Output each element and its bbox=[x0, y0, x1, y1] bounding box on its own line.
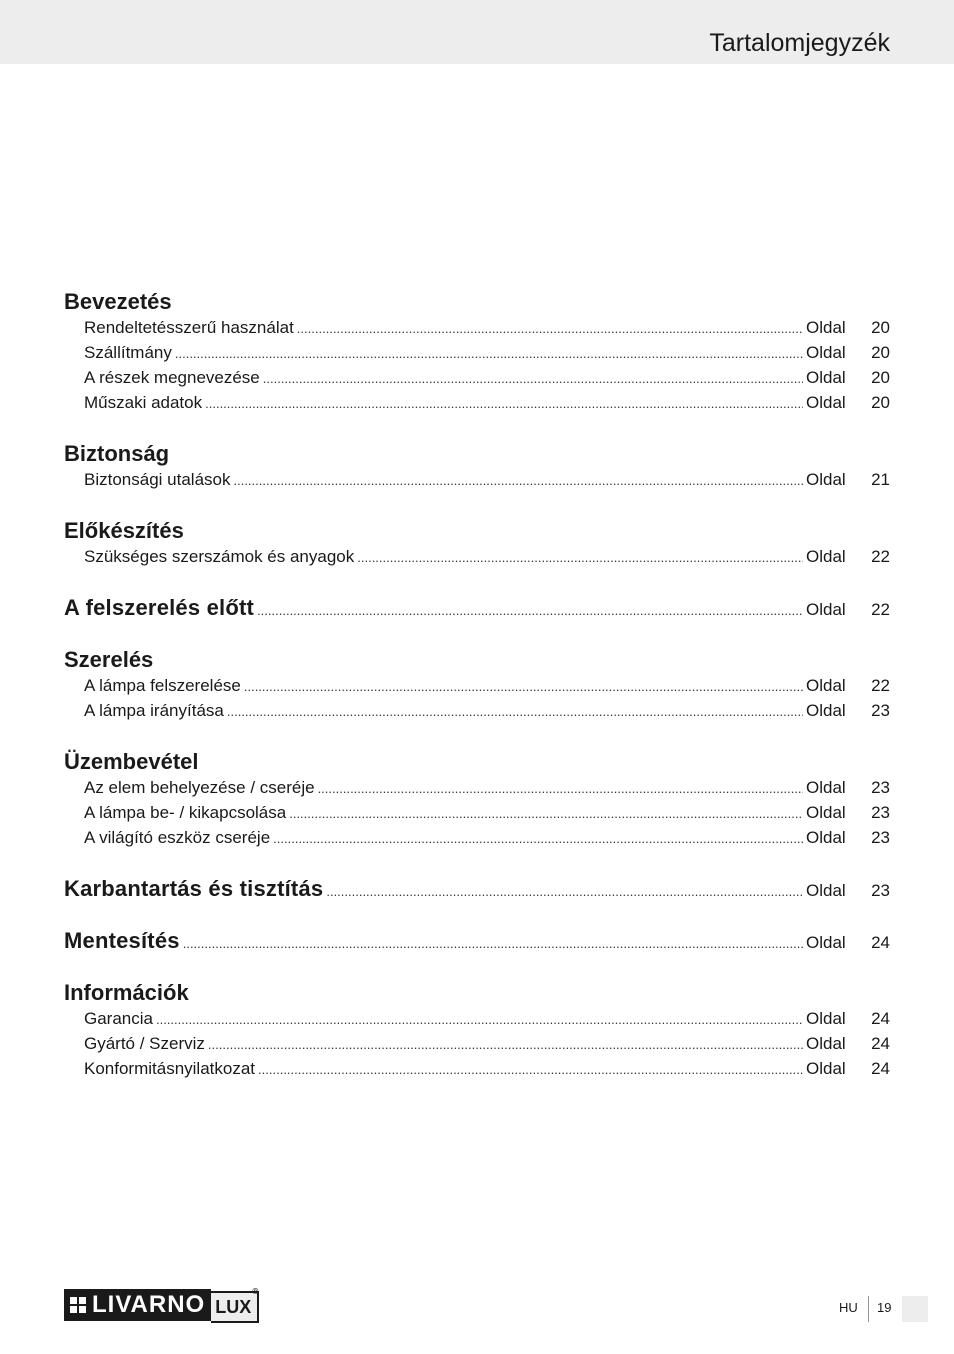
page-word: Oldal bbox=[806, 828, 846, 847]
page-word: Oldal bbox=[806, 803, 846, 822]
footer-page-number: 19 bbox=[877, 1300, 892, 1315]
toc-entry[interactable] bbox=[64, 1031, 890, 1056]
toc-entry[interactable] bbox=[64, 698, 890, 723]
page-number: 24 bbox=[871, 1059, 890, 1078]
toc-entry[interactable] bbox=[64, 1006, 890, 1031]
page-word: Oldal bbox=[806, 701, 846, 720]
toc-section-title: Karbantartás és tisztítás bbox=[64, 876, 324, 901]
page-word: Oldal bbox=[806, 343, 846, 362]
toc-entry[interactable] bbox=[64, 390, 890, 415]
toc-section bbox=[64, 875, 890, 902]
page-word: Oldal bbox=[806, 676, 846, 695]
toc-entry[interactable] bbox=[64, 775, 890, 800]
page-number: 24 bbox=[871, 933, 890, 952]
toc-section-row[interactable] bbox=[64, 875, 890, 902]
page-word: Oldal bbox=[806, 600, 846, 619]
toc-entry-label: A részek megnevezése bbox=[84, 368, 260, 387]
toc-section-title: A felszerelés előtt bbox=[64, 595, 255, 620]
page-number: 23 bbox=[871, 881, 890, 900]
toc-entry-label: A világító eszköz cseréje bbox=[84, 828, 271, 847]
toc-entry[interactable] bbox=[64, 800, 890, 825]
toc-section-title: Mentesítés bbox=[64, 928, 180, 953]
toc-section-title: Előkészítés bbox=[64, 518, 184, 543]
page-number: 21 bbox=[871, 470, 890, 489]
toc-section bbox=[64, 979, 890, 1081]
dot-leader bbox=[273, 826, 803, 851]
toc-section-title: Információk bbox=[64, 980, 189, 1005]
page-number: 20 bbox=[871, 318, 890, 337]
toc-entry-label: Szükséges szerszámok és anyagok bbox=[84, 547, 355, 566]
page-word: Oldal bbox=[806, 547, 846, 566]
dot-leader bbox=[357, 545, 803, 570]
toc-section-row[interactable] bbox=[64, 594, 890, 621]
footer-divider bbox=[868, 1296, 869, 1322]
dot-leader bbox=[233, 468, 803, 493]
footer-tab-marker bbox=[902, 1296, 928, 1322]
toc-section bbox=[64, 440, 890, 492]
toc-entry-label: Gyártó / Szerviz bbox=[84, 1034, 205, 1053]
dot-leader bbox=[183, 930, 803, 957]
toc-section-title: Biztonság bbox=[64, 441, 170, 466]
toc-entry-label: A lámpa irányítása bbox=[84, 701, 224, 720]
dot-leader bbox=[318, 776, 803, 801]
page-word: Oldal bbox=[806, 1009, 846, 1028]
toc-entry-label: Biztonsági utalások bbox=[84, 470, 231, 489]
toc-section-title: Üzembevétel bbox=[64, 749, 199, 774]
dot-leader bbox=[258, 1057, 803, 1082]
page-number: 23 bbox=[871, 701, 890, 720]
toc-entry[interactable] bbox=[64, 315, 890, 340]
toc-entry[interactable] bbox=[64, 673, 890, 698]
toc-entry-label: Konformitásnyilatkozat bbox=[84, 1059, 256, 1078]
toc-section bbox=[64, 927, 890, 954]
toc-section-title: Bevezetés bbox=[64, 289, 172, 314]
toc-section bbox=[64, 594, 890, 621]
toc-entry-label: Rendeltetésszerű használat bbox=[84, 318, 294, 337]
dot-leader bbox=[205, 391, 803, 416]
page-number: 22 bbox=[871, 547, 890, 566]
page-word: Oldal bbox=[806, 1059, 846, 1078]
toc-entry-label: Műszaki adatok bbox=[84, 393, 203, 412]
toc-entry-label: Az elem behelyezése / cseréje bbox=[84, 778, 315, 797]
logo-grid-icon bbox=[70, 1297, 86, 1313]
footer-language: HU bbox=[839, 1300, 858, 1315]
page-number: 23 bbox=[871, 828, 890, 847]
toc-entry[interactable] bbox=[64, 467, 890, 492]
logo-lux-text: LUX bbox=[215, 1296, 252, 1317]
dot-leader bbox=[297, 316, 803, 341]
logo-main bbox=[64, 1289, 211, 1321]
toc-entry-label: A lámpa be- / kikapcsolása bbox=[84, 803, 287, 822]
dot-leader bbox=[156, 1007, 803, 1032]
toc-section bbox=[64, 288, 890, 415]
toc-entry[interactable] bbox=[64, 544, 890, 569]
page-word: Oldal bbox=[806, 881, 846, 900]
toc-section bbox=[64, 646, 890, 723]
page-number: 23 bbox=[871, 778, 890, 797]
logo-lux bbox=[211, 1287, 259, 1323]
page-number: 20 bbox=[871, 368, 890, 387]
registered-mark: ® bbox=[252, 1287, 259, 1296]
dot-leader bbox=[263, 366, 803, 391]
dot-leader bbox=[289, 801, 803, 826]
dot-leader bbox=[326, 878, 803, 905]
page-number: 24 bbox=[871, 1009, 890, 1028]
dot-leader bbox=[175, 341, 803, 366]
toc-section-title: Szerelés bbox=[64, 647, 154, 672]
page-word: Oldal bbox=[806, 470, 846, 489]
page-word: Oldal bbox=[806, 1034, 846, 1053]
toc-entry[interactable] bbox=[64, 1056, 890, 1081]
page-word: Oldal bbox=[806, 933, 846, 952]
toc-section bbox=[64, 748, 890, 850]
page-word: Oldal bbox=[806, 393, 846, 412]
toc-entry-label: Garancia bbox=[84, 1009, 153, 1028]
page-number: 24 bbox=[871, 1034, 890, 1053]
page-title: Tartalomjegyzék bbox=[709, 29, 890, 57]
toc-section bbox=[64, 517, 890, 569]
toc-entry-label: Szállítmány bbox=[84, 343, 172, 362]
page-number: 20 bbox=[871, 393, 890, 412]
toc-entry-label: A lámpa felszerelése bbox=[84, 676, 241, 695]
toc-section-row[interactable] bbox=[64, 927, 890, 954]
dot-leader bbox=[257, 597, 803, 624]
dot-leader bbox=[227, 699, 803, 724]
page-word: Oldal bbox=[806, 778, 846, 797]
livarno-lux-logo bbox=[64, 1289, 259, 1321]
page-number: 22 bbox=[871, 676, 890, 695]
page-number: 23 bbox=[871, 803, 890, 822]
toc-entry[interactable] bbox=[64, 365, 890, 390]
toc-entry[interactable] bbox=[64, 340, 890, 365]
table-of-contents bbox=[64, 288, 890, 1106]
page-word: Oldal bbox=[806, 368, 846, 387]
toc-entry[interactable] bbox=[64, 825, 890, 850]
page-number: 22 bbox=[871, 600, 890, 619]
page-number: 20 bbox=[871, 343, 890, 362]
page-word: Oldal bbox=[806, 318, 846, 337]
dot-leader bbox=[244, 674, 803, 699]
logo-brand-text: LIVARNO bbox=[92, 1291, 206, 1318]
dot-leader bbox=[208, 1032, 803, 1057]
